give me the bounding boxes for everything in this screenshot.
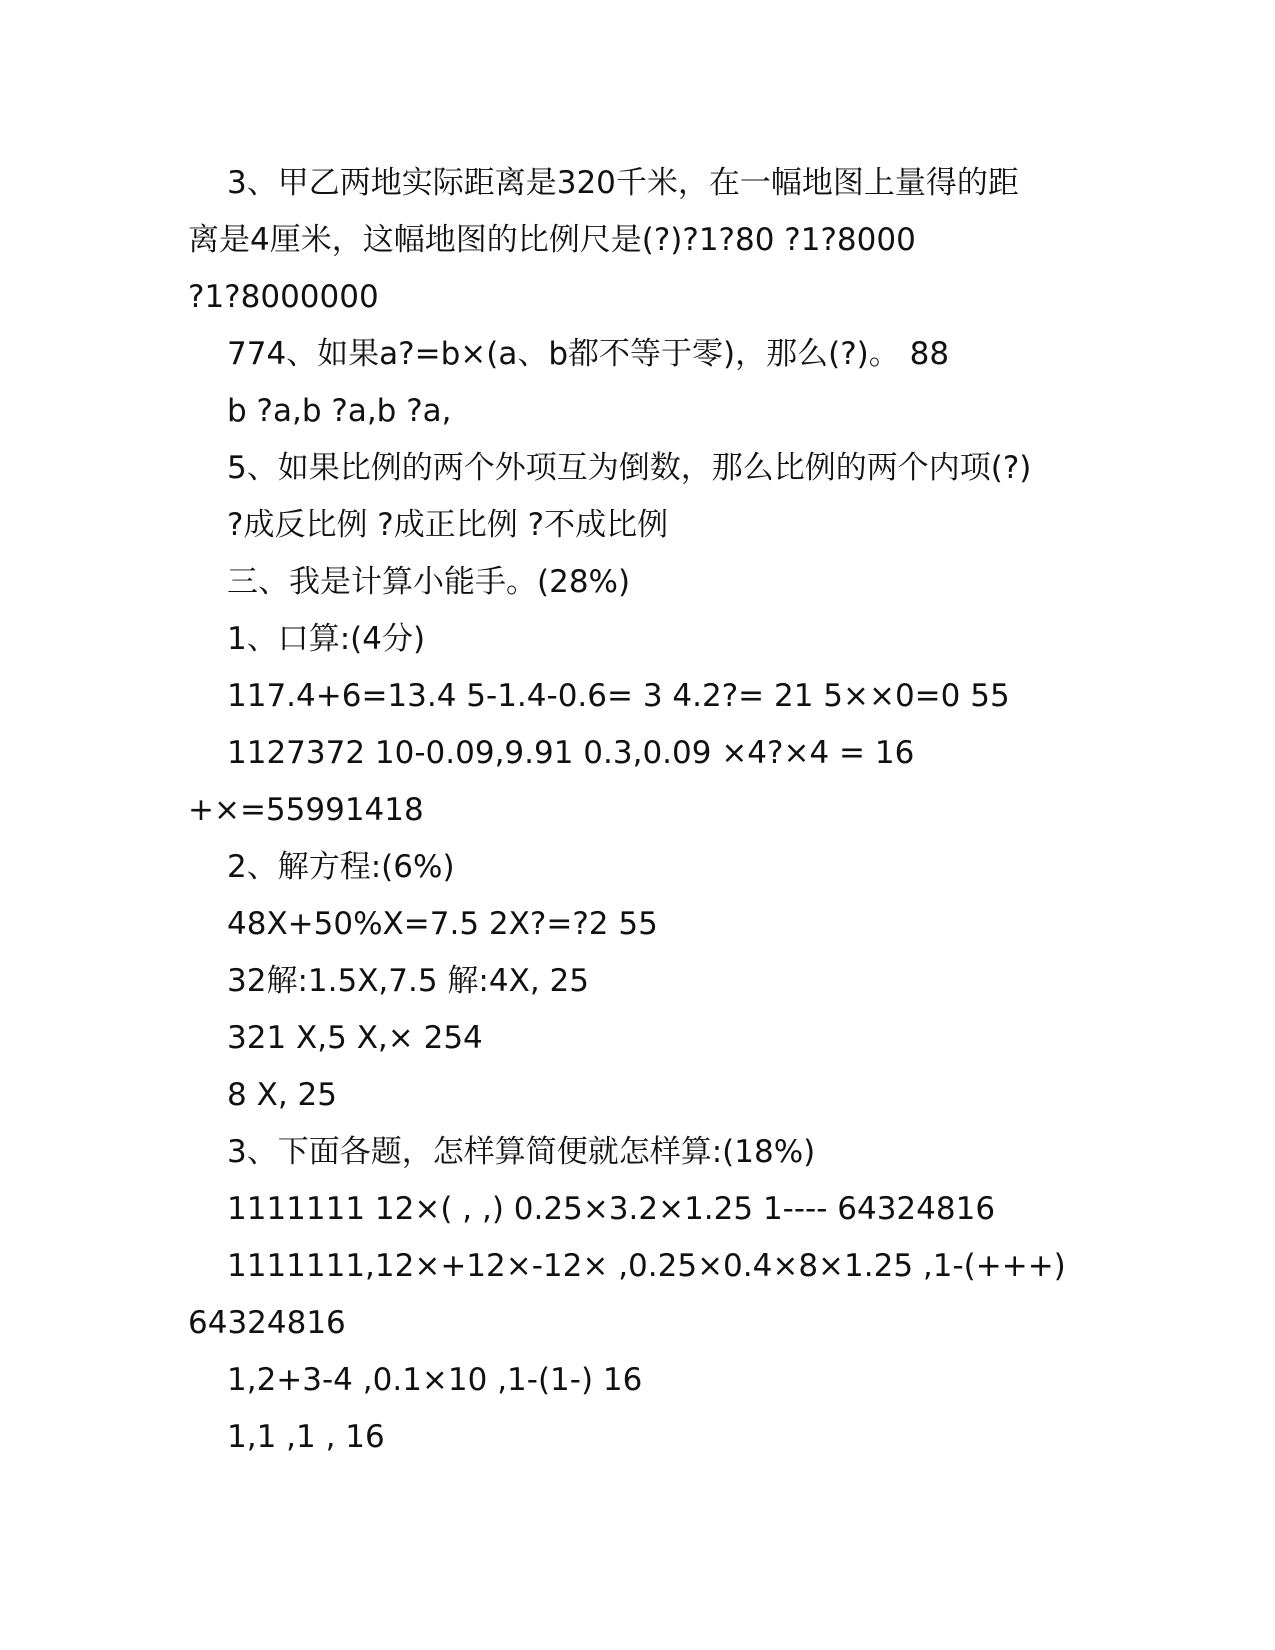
text-line: 774、如果a?=b×(a、b都不等于零)，那么(?)。 88 — [227, 336, 950, 372]
text-line: ?1?8000000 — [188, 279, 379, 315]
document-body — [188, 155, 1088, 1466]
text-line: +×=55991418 — [188, 792, 424, 828]
text-line: 1127372 10-0.09,9.91 0.3,0.09 ×4?×4 = 16 — [227, 735, 915, 771]
subsection-heading: 1、口算:(4分) — [227, 621, 426, 657]
subsection-heading: 2、解方程:(6%) — [227, 849, 455, 885]
section-heading: 三、我是计算小能手。(28%) — [227, 564, 631, 600]
text-line: 3、甲乙两地实际距离是320千米，在一幅地图上量得的距 — [227, 165, 1019, 201]
text-line: 离是4厘米，这幅地图的比例尺是(?)?1?80 ?1?8000 — [188, 222, 916, 258]
text-line: 1111111 12×( , ,) 0.25×3.2×1.25 1---- 64324816 — [227, 1191, 996, 1227]
text-line: 1,2+3-4 ,0.1×10 ,1-(1-) 16 — [227, 1362, 643, 1398]
text-line: 1,1 ,1 , 16 — [227, 1419, 385, 1455]
subsection-heading: 3、下面各题，怎样算简便就怎样算:(18%) — [227, 1134, 816, 1170]
text-line: 48X+50%X=7.5 2X?=?2 55 — [227, 906, 658, 942]
text-line: b ?a,b ?a,b ?a, — [227, 393, 452, 429]
text-line: 32解:1.5X,7.5 解:4X, 25 — [227, 963, 589, 999]
text-line: 64324816 — [188, 1305, 346, 1341]
text-line: 8 X, 25 — [227, 1077, 337, 1113]
text-line: 1111111,12×+12×-12× ,0.25×0.4×8×1.25 ,1-(+++) — [227, 1248, 1066, 1284]
text-line: 5、如果比例的两个外项互为倒数，那么比例的两个内项(?) — [227, 450, 1032, 486]
text-line: 117.4+6=13.4 5-1.4-0.6= 3 4.2?= 21 5××0=0 55 — [227, 678, 1010, 714]
text-line: 321 X,5 X,× 254 — [227, 1020, 483, 1056]
text-line: ?成反比例 ?成正比例 ?不成比例 — [227, 507, 669, 543]
